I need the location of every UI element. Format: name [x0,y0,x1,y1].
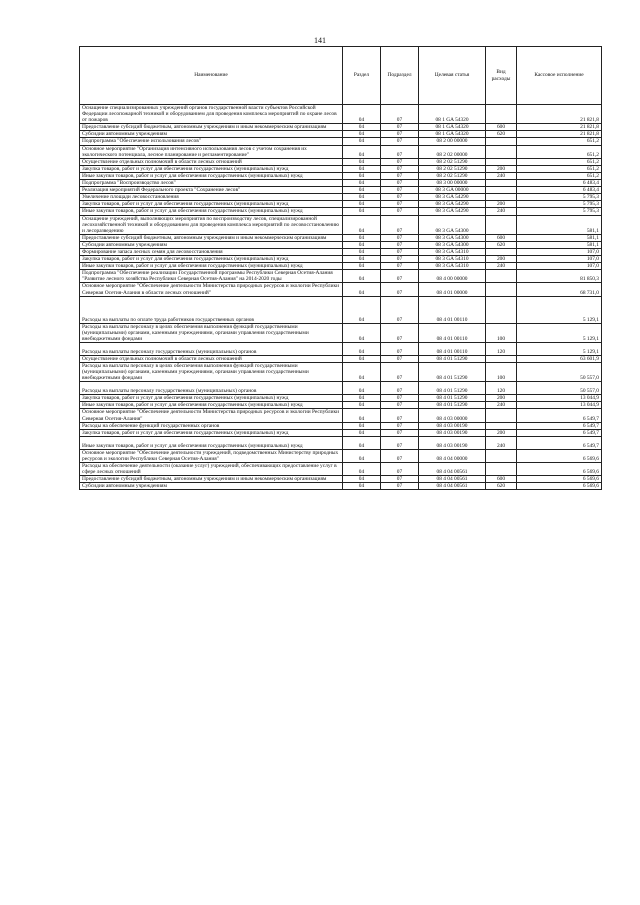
row-name: Расходы на выплаты по оплате труда работников государственных органов [80,296,343,323]
row-expense-type: 120 [486,382,517,395]
row-expense-type: 200 [486,429,517,436]
row-section: 04 [343,263,381,270]
row-target: 08 4 00 00000 [419,270,486,283]
row-subsection: 07 [381,215,419,234]
row-amount: 107,0 [517,248,602,255]
row-amount: 651,2 [517,158,602,165]
row-subsection: 07 [381,165,419,172]
row-expense-type: 120 [486,342,517,355]
row-expense-type [486,449,517,462]
row-subsection: 07 [381,296,419,323]
row-name: Расходы на выплаты персоналу в целях обеспечения выполнения функций государственными (муниципальными) органами, казенными учреждениями, органами управления государственными внебюджетными фондами [80,323,343,342]
row-expense-type [486,355,517,362]
row-target: 08 2 02 51290 [419,158,486,165]
row-name: Иные закупки товаров, работ и услуг для обеспечения государственных (муниципальных) нужд [80,402,343,409]
header-amount: Кассовое исполнение [517,47,602,105]
header-subsection: Подраздел [381,47,419,105]
table-row [80,201,602,208]
row-subsection: 07 [381,172,419,179]
row-expense-type: 240 [486,208,517,215]
row-subsection: 07 [381,187,419,194]
row-name: Основное мероприятие "Обеспечение деятельности учреждений, подведомственных Министерству природных ресурсов и экологии Республики Северная Осетия-Алания" [80,449,343,462]
row-expense-type: 240 [486,436,517,449]
row-target: 08 4 04 00561 [419,483,486,490]
row-expense-type [486,463,517,476]
row-section: 04 [343,449,381,462]
row-name: Оснащение учреждений, выполняющих мероприятия по воспроизводству лесов, специализированной лесохозяйственной техникой и оборудованием для проведения комплекса мероприятий по лесовосстановлению и лесоразведению [80,215,343,234]
row-section: 04 [343,201,381,208]
row-section: 04 [343,131,381,138]
row-section: 04 [343,248,381,255]
row-expense-type [486,187,517,194]
row-target: 08 4 03 00190 [419,422,486,429]
row-name: Расходы на обеспечение функций государственных органов [80,422,343,429]
row-subsection: 07 [381,382,419,395]
table-header-row [80,47,602,105]
table-row [80,194,602,201]
row-section: 04 [343,180,381,187]
row-section: 04 [343,234,381,241]
row-amount: 581,1 [517,241,602,248]
row-target: 08 4 01 51290 [419,363,486,382]
row-amount: 5 129,1 [517,342,602,355]
row-subsection: 07 [381,323,419,342]
table-row [80,234,602,241]
row-name: Предоставление субсидий бюджетным, автономным учреждениям и иным некоммерческим организациям [80,124,343,131]
row-name: Основное мероприятие "Обеспечение деятельности Министерства природных ресурсов и экологии Республики Северная Осетия-Алания в области лесных отношений" [80,283,343,296]
row-target: 08 4 01 51290 [419,382,486,395]
row-section: 04 [343,355,381,362]
row-target: 08 3 GA 00000 [419,187,486,194]
row-name: Реализация мероприятий Федерального проекта "Сохранение лесов" [80,187,343,194]
row-name: Закупка товаров, работ и услуг для обеспечения государственных (муниципальных) нужд [80,256,343,263]
row-expense-type: 200 [486,395,517,402]
row-expense-type: 200 [486,165,517,172]
row-section: 04 [343,395,381,402]
row-subsection: 07 [381,234,419,241]
row-section: 04 [343,382,381,395]
row-target: 08 4 03 00000 [419,409,486,422]
row-name: Предоставление субсидий бюджетным, автономным учреждениям и иным некоммерческим организациям [80,476,343,483]
row-subsection: 07 [381,409,419,422]
row-expense-type: 200 [486,256,517,263]
row-target: 08 3 GA 54300 [419,215,486,234]
row-amount: 581,1 [517,234,602,241]
row-name: Осуществление отдельных полномочий в области лесных отношений [80,355,343,362]
row-expense-type [486,270,517,283]
table-row [80,476,602,483]
row-section: 04 [343,194,381,201]
row-expense-type: 240 [486,263,517,270]
row-subsection: 07 [381,449,419,462]
table-row [80,145,602,158]
row-amount: 107,0 [517,256,602,263]
row-target: 08 4 04 00561 [419,476,486,483]
row-section: 04 [343,256,381,263]
row-name: Расходы на выплаты персоналу государственных (муниципальных) органов [80,342,343,355]
row-subsection: 07 [381,124,419,131]
row-amount: 63 601,9 [517,355,602,362]
row-target: 08 2 00 00000 [419,138,486,145]
row-subsection: 07 [381,355,419,362]
table-row [80,138,602,145]
row-amount: 6 549,7 [517,422,602,429]
row-target: 08 3 GA 54300 [419,234,486,241]
row-section: 04 [343,296,381,323]
row-subsection: 07 [381,429,419,436]
row-name: Подпрограмма "Обеспечение использования лесов" [80,138,343,145]
row-amount: 581,1 [517,215,602,234]
row-target: 08 4 01 51290 [419,395,486,402]
row-target: 08 4 04 00000 [419,449,486,462]
header-expense-type: Вид расходы [486,47,517,105]
row-section: 04 [343,124,381,131]
row-subsection: 07 [381,105,419,124]
row-expense-type [486,422,517,429]
row-subsection: 07 [381,483,419,490]
table-row [80,241,602,248]
table-row [80,180,602,187]
row-section: 04 [343,165,381,172]
row-section: 04 [343,270,381,283]
row-subsection: 07 [381,342,419,355]
row-expense-type: 100 [486,363,517,382]
row-subsection: 07 [381,395,419,402]
row-target: 08 4 03 00190 [419,429,486,436]
row-name: Иные закупки товаров, работ и услуг для обеспечения государственных (муниципальных) нужд [80,208,343,215]
row-target: 08 3 GA 54310 [419,263,486,270]
row-name: Увеличение площади лесовосстановления [80,194,343,201]
row-target: 08 4 01 00000 [419,283,486,296]
row-name: Осуществление отдельных полномочий в области лесных отношений [80,158,343,165]
row-expense-type [486,296,517,323]
row-amount: 6 549,7 [517,409,602,422]
row-name: Расходы на выплаты персоналу в целях обеспечения выполнения функций государственными (муниципальными) органами, казенными учреждениями, органами управления государственными внебюджетными фондами [80,363,343,382]
row-target: 08 3 GA 54310 [419,256,486,263]
row-name: Субсидии автономным учреждениям [80,483,343,490]
table-row [80,363,602,382]
table-row [80,395,602,402]
table-row [80,323,602,342]
row-subsection: 07 [381,402,419,409]
row-target: 08 4 03 00190 [419,436,486,449]
row-subsection: 07 [381,270,419,283]
row-expense-type: 240 [486,172,517,179]
row-name: Иные закупки товаров, работ и услуг для обеспечения государственных (муниципальных) нужд [80,172,343,179]
row-name: Расходы на выплаты персоналу государственных (муниципальных) органов [80,382,343,395]
row-amount: 21 821,8 [517,124,602,131]
row-amount: 5 129,1 [517,296,602,323]
row-expense-type [486,180,517,187]
row-section: 04 [343,429,381,436]
row-expense-type: 620 [486,131,517,138]
table-row [80,449,602,462]
row-target: 08 2 02 00000 [419,145,486,158]
row-amount: 6 549,7 [517,429,602,436]
row-section: 04 [343,187,381,194]
row-expense-type [486,283,517,296]
row-name: Расходы на обеспечение деятельности (оказание услуг) учреждений, обеспечивающих предоставление услуг в сфере лесных отношений [80,463,343,476]
header-name: Наименование [80,47,343,105]
row-amount: 50 557,0 [517,382,602,395]
row-amount: 107,0 [517,263,602,270]
row-expense-type [486,145,517,158]
table-row [80,187,602,194]
row-name: Закупка товаров, работ и услуг для обеспечения государственных (муниципальных) нужд [80,165,343,172]
row-target: 08 4 01 00110 [419,323,486,342]
row-amount: 651,2 [517,138,602,145]
row-section: 04 [343,422,381,429]
row-target: 08 1 GA 54320 [419,131,486,138]
row-section: 04 [343,172,381,179]
table-row [80,158,602,165]
row-target: 08 4 01 51290 [419,402,486,409]
table-row [80,483,602,490]
row-section: 04 [343,476,381,483]
row-section: 04 [343,323,381,342]
table-row [80,131,602,138]
row-section: 04 [343,409,381,422]
row-amount: 21 821,8 [517,105,602,124]
row-amount: 6 569,6 [517,449,602,462]
row-expense-type: 620 [486,241,517,248]
row-subsection: 07 [381,263,419,270]
table-row [80,296,602,323]
table-row [80,422,602,429]
table-row [80,263,602,270]
row-amount: 6 549,7 [517,436,602,449]
table-row [80,402,602,409]
row-name: Предоставление субсидий бюджетным, автономным учреждениям и иным некоммерческим организациям [80,234,343,241]
table-row [80,342,602,355]
row-amount: 6 569,6 [517,476,602,483]
row-section: 04 [343,283,381,296]
row-subsection: 07 [381,131,419,138]
row-subsection: 07 [381,194,419,201]
row-subsection: 07 [381,158,419,165]
row-expense-type [486,138,517,145]
row-section: 04 [343,342,381,355]
row-expense-type [486,194,517,201]
row-section: 04 [343,241,381,248]
row-expense-type [486,215,517,234]
row-section: 04 [343,105,381,124]
row-section: 04 [343,363,381,382]
row-section: 04 [343,436,381,449]
row-expense-type: 200 [486,201,517,208]
row-name: Подпрограмма "Обеспечение реализации Государственной программы Республики Северная Осетия-Алания "Развитие лесного хозяйства Республики Северная Осетия-Алания" на 2014-2020 годы [80,270,343,283]
page-number: 141 [314,36,326,45]
row-subsection: 07 [381,476,419,483]
budget-execution-table [79,46,602,490]
row-amount: 21 821,8 [517,131,602,138]
row-section: 04 [343,158,381,165]
table-row [80,124,602,131]
table-row [80,256,602,263]
row-target: 08 4 01 00110 [419,296,486,323]
row-target: 08 1 GA 54320 [419,124,486,131]
row-target: 08 4 04 00561 [419,463,486,476]
row-expense-type [486,105,517,124]
table-row [80,382,602,395]
row-target: 08 4 01 51290 [419,355,486,362]
row-amount: 13 044,9 [517,402,602,409]
row-expense-type: 600 [486,234,517,241]
row-subsection: 07 [381,138,419,145]
table-row [80,283,602,296]
row-section: 04 [343,145,381,158]
row-name: Субсидии автономным учреждениям [80,131,343,138]
row-section: 04 [343,138,381,145]
row-section: 04 [343,483,381,490]
row-name: Закупка товаров, работ и услуг для обеспечения государственных (муниципальных) нужд [80,201,343,208]
row-target: 08 3 GA 54290 [419,194,486,201]
row-amount: 651,2 [517,172,602,179]
table-row [80,105,602,124]
row-amount: 5 795,3 [517,201,602,208]
table-row [80,215,602,234]
row-name: Закупка товаров, работ и услуг для обеспечения государственных (муниципальных) нужд [80,429,343,436]
row-name: Иные закупки товаров, работ и услуг для обеспечения государственных (муниципальных) нужд [80,263,343,270]
row-amount: 651,2 [517,165,602,172]
table-body [80,105,602,490]
row-subsection: 07 [381,248,419,255]
row-subsection: 07 [381,180,419,187]
row-name: Субсидии автономным учреждениям [80,241,343,248]
row-amount: 68 731,0 [517,283,602,296]
row-expense-type: 600 [486,476,517,483]
row-section: 04 [343,215,381,234]
row-expense-type: 100 [486,323,517,342]
row-subsection: 07 [381,283,419,296]
table-row [80,436,602,449]
row-target: 08 3 GA 54290 [419,208,486,215]
row-expense-type [486,409,517,422]
row-section: 04 [343,208,381,215]
row-amount: 13 044,9 [517,395,602,402]
row-name: Иные закупки товаров, работ и услуг для обеспечения государственных (муниципальных) нужд [80,436,343,449]
row-expense-type: 240 [486,402,517,409]
row-amount: 5 795,3 [517,208,602,215]
row-subsection: 07 [381,436,419,449]
row-subsection: 07 [381,241,419,248]
table-row [80,355,602,362]
row-amount: 5 795,3 [517,194,602,201]
table-row [80,208,602,215]
row-name: Основное мероприятие "Организация интенсивного использования лесов с учетом сохранения их экологического потенциала, лесное планирование и регламентирование" [80,145,343,158]
row-amount: 651,2 [517,145,602,158]
row-target: 08 3 GA 54300 [419,241,486,248]
header-target: Целевая статья [419,47,486,105]
row-target: 08 1 GA 54320 [419,105,486,124]
table-row [80,165,602,172]
row-expense-type: 600 [486,124,517,131]
row-target: 08 2 02 51290 [419,172,486,179]
row-target: 08 3 GA 54310 [419,248,486,255]
table-row [80,270,602,283]
table-row [80,409,602,422]
row-name: Подпрограмма "Воспроизводство лесов" [80,180,343,187]
row-section: 04 [343,402,381,409]
row-amount: 6 483,4 [517,180,602,187]
row-name: Оснащение специализированных учреждений органов государственной власти субъектов Российской Федерации лесопожарной техникой и оборудованием для проведения комплекса мероприятий по охране лесов от пожаров [80,105,343,124]
row-subsection: 07 [381,208,419,215]
row-amount: 6 569,6 [517,483,602,490]
row-expense-type [486,248,517,255]
row-amount: 6 569,6 [517,463,602,476]
table-row [80,429,602,436]
row-expense-type [486,158,517,165]
row-amount: 50 557,0 [517,363,602,382]
row-subsection: 07 [381,463,419,476]
row-name: Основное мероприятие "Обеспечение деятельности Министерства природных ресурсов и экологии Республики Северная Осетия-Алания" [80,409,343,422]
table-row [80,463,602,476]
row-amount: 5 129,1 [517,323,602,342]
row-subsection: 07 [381,201,419,208]
row-section: 04 [343,463,381,476]
row-name: Закупка товаров, работ и услуг для обеспечения государственных (муниципальных) нужд [80,395,343,402]
table-row [80,248,602,255]
row-target: 08 3 00 00000 [419,180,486,187]
row-expense-type: 620 [486,483,517,490]
row-subsection: 07 [381,256,419,263]
row-target: 08 4 01 00110 [419,342,486,355]
table-row [80,172,602,179]
row-target: 08 3 GA 54290 [419,201,486,208]
row-target: 08 2 02 51290 [419,165,486,172]
header-section: Раздел [343,47,381,105]
row-amount: 81 850,3 [517,270,602,283]
row-name: Формирование запаса лесных семян для лесовосстановления [80,248,343,255]
row-subsection: 07 [381,145,419,158]
row-amount: 6 483,4 [517,187,602,194]
row-subsection: 07 [381,422,419,429]
row-subsection: 07 [381,363,419,382]
